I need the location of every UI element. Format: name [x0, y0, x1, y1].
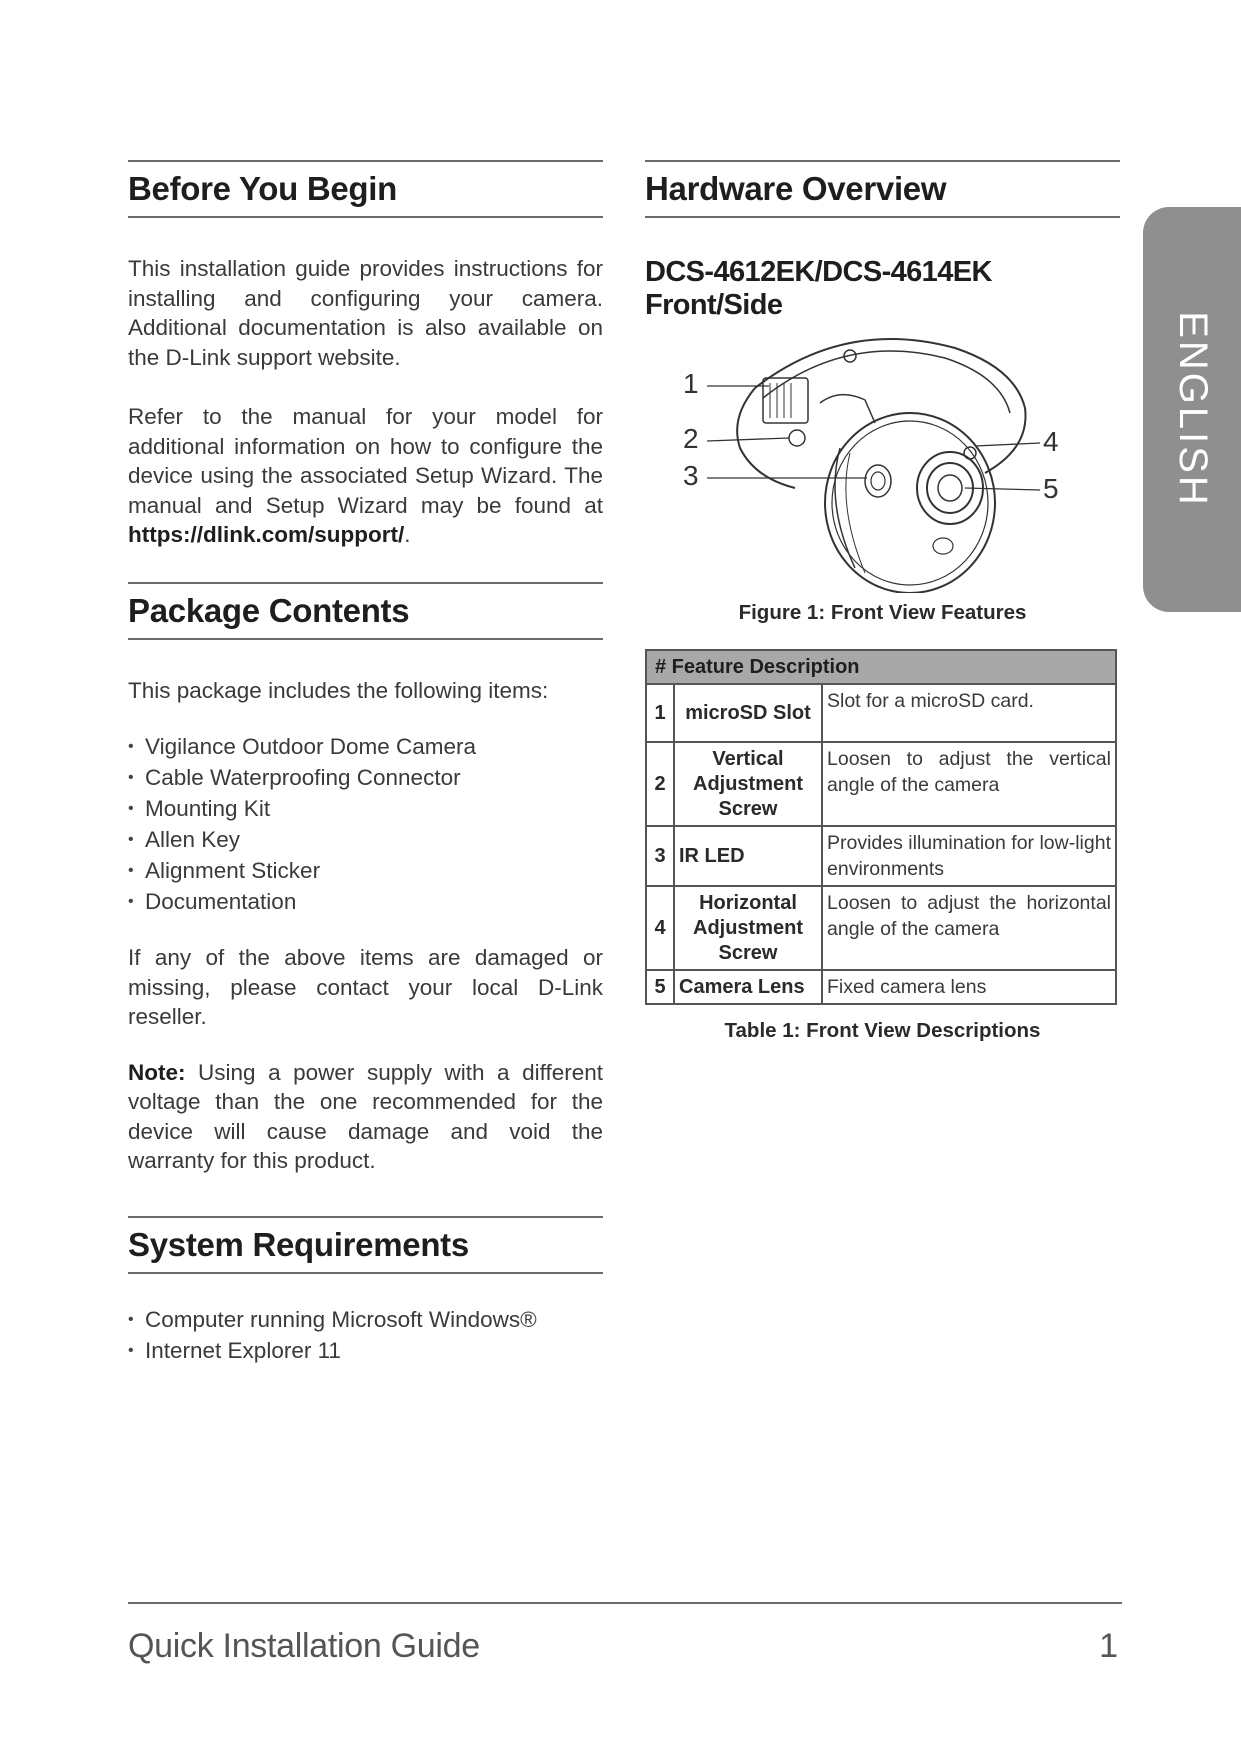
table-caption: Table 1: Front View Descriptions [724, 1019, 1041, 1042]
before-you-begin-heading: Before You Begin [128, 160, 603, 218]
package-list [128, 731, 603, 917]
hardware-overview-heading: Hardware Overview [645, 160, 1120, 218]
list-item: • Allen Key [128, 824, 603, 855]
table-row: 4 Horizontal Adjustment Screw Loosen to adjust the horizontal angle of the camera [646, 886, 1116, 970]
list-item: • Documentation [128, 886, 603, 917]
table-header: # Feature Description [646, 650, 1116, 684]
requirements-list [128, 1304, 603, 1366]
system-requirements-heading: System Requirements [128, 1216, 603, 1274]
footer-divider [128, 1602, 1122, 1604]
callout-3: 3 [683, 460, 699, 491]
right-column [645, 160, 1125, 1043]
callout-1: 1 [683, 368, 699, 399]
footer-title: Quick Installation Guide [128, 1627, 480, 1665]
table-row: 1 microSD Slot Slot for a microSD card. [646, 684, 1116, 742]
left-column [128, 160, 603, 1366]
list-item: • Vigilance Outdoor Dome Camera [128, 731, 603, 762]
list-item: • Alignment Sticker [128, 855, 603, 886]
camera-figure [645, 328, 1125, 593]
callout-5: 5 [1043, 473, 1059, 504]
list-item: • Internet Explorer 11 [128, 1335, 603, 1366]
list-item: • Mounting Kit [128, 793, 603, 824]
camera-illustration [645, 328, 1125, 593]
language-tab-label: ENGLISH [1170, 311, 1215, 508]
package-intro: This package includes the following items: [128, 677, 549, 703]
list-item: • Cable Waterproofing Connector [128, 762, 603, 793]
model-title: DCS-4612EK/DCS-4614EK Front/Side [645, 256, 992, 321]
table-row: 3 IR LED Provides illumination for low-light environments [646, 826, 1116, 886]
note-label: Note: [128, 1059, 186, 1085]
manual-paragraph: Refer to the manual for your model for additional information on how to configure the device using the associated Setup Wizard. The manual and Setup Wizard may be found at https://dlink.com/support/. [128, 404, 603, 547]
package-contents-heading: Package Contents [128, 582, 603, 640]
feature-table [645, 649, 1117, 1005]
damaged-paragraph: If any of the above items are damaged or missing, please contact your local D-Link reseller. [128, 945, 603, 1029]
table-row: 5 Camera Lens Fixed camera lens [646, 970, 1116, 1004]
intro-paragraph: This installation guide provides instructions for installing and configuring your camera. Additional documentation is also available on the D-Link support website. [128, 256, 603, 370]
note-paragraph: Note: Using a power supply with a different voltage than the one recommended for the device will cause damage and void the warranty for this product. [128, 1059, 603, 1173]
support-link[interactable]: https://dlink.com/support/ [128, 522, 405, 547]
list-item: • Computer running Microsoft Windows® [128, 1304, 603, 1335]
figure-caption: Figure 1: Front View Features [738, 601, 1027, 624]
callout-4: 4 [1043, 426, 1059, 457]
page-number: 1 [1099, 1627, 1118, 1665]
callout-2: 2 [683, 423, 699, 454]
table-row: 2 Vertical Adjustment Screw Loosen to adjust the vertical angle of the camera [646, 742, 1116, 826]
